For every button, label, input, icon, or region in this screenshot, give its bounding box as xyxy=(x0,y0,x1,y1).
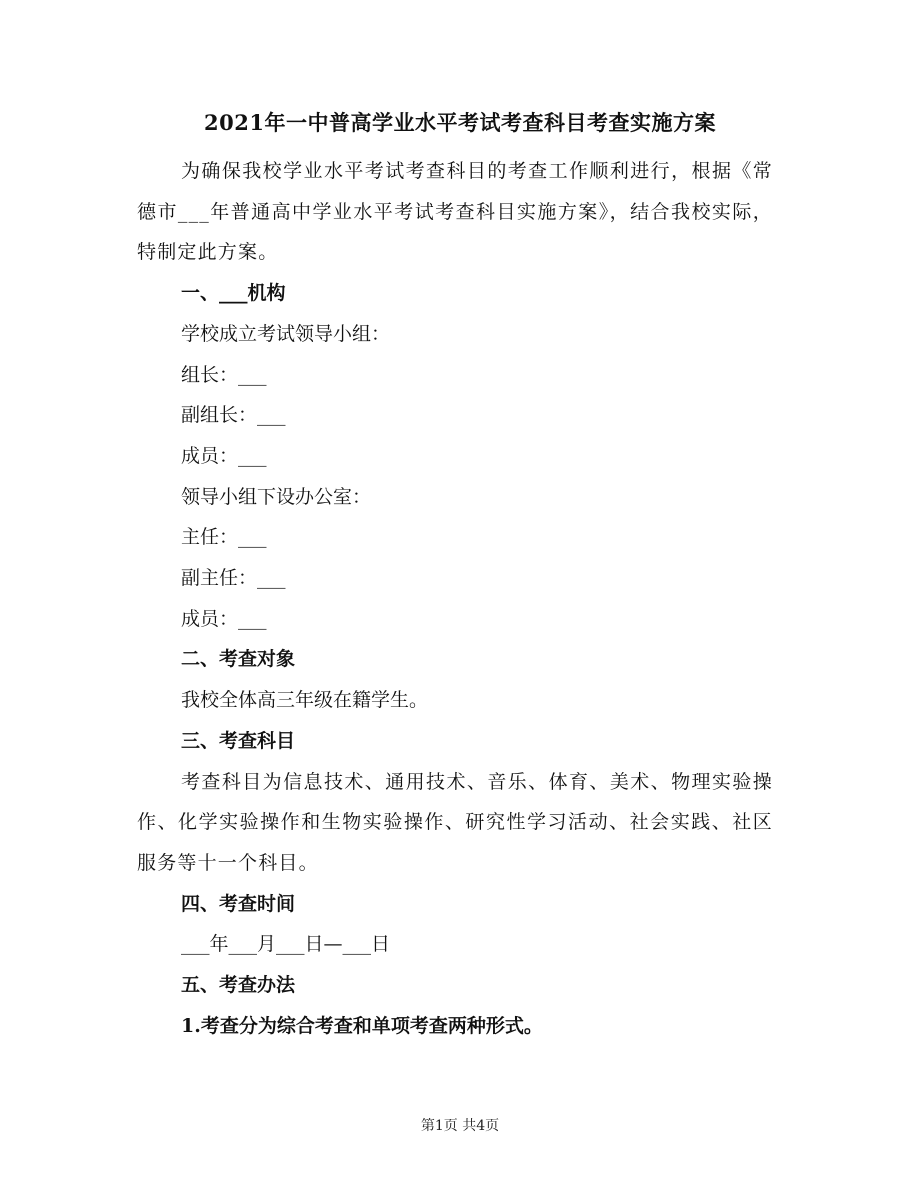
office-lead: 领导小组下设办公室： xyxy=(181,485,372,508)
section-2-text: 我校全体高三年级在籍学生。 xyxy=(181,689,429,712)
leader-line: 组长：___ xyxy=(181,363,267,386)
section-4-text: ___年___月___日—___日 xyxy=(181,933,391,956)
section-1-heading: 一、___机构 xyxy=(181,282,286,305)
section-5-heading: 五、考查办法 xyxy=(181,974,296,997)
intro-paragraph: 为确保我校学业水平考试考查科目的考查工作顺利进行，根据《常德市___年普通高中学业水平考试考查科目实施方案》，结合我校实际，特制定此方案。 xyxy=(137,160,773,264)
members-line-1: 成员：___ xyxy=(181,444,267,467)
director-line: 主任：___ xyxy=(181,526,267,549)
members-line-2: 成员：___ xyxy=(181,607,267,630)
section-3-heading: 三、考查科目 xyxy=(181,729,296,752)
document-title: 2021年一中普高学业水平考试考查科目考查实施方案 xyxy=(204,110,716,135)
section-3-text: 考查科目为信息技术、通用技术、音乐、体育、美术、物理实验操作、化学实验操作和生物实验操作、研究性学习活动、社会实践、社区服务等十一个科目。 xyxy=(137,770,773,874)
section-1-lead: 学校成立考试领导小组： xyxy=(181,322,391,345)
vice-leader-line: 副组长：___ xyxy=(181,404,286,427)
vice-director-line: 副主任：___ xyxy=(181,567,286,590)
section-4-heading: 四、考查时间 xyxy=(181,892,296,915)
section-5-item-1: 1.考查分为综合考查和单项考查两种形式。 xyxy=(181,1014,543,1037)
section-2-heading: 二、考查对象 xyxy=(181,648,296,671)
document-body xyxy=(137,151,773,1046)
page-number-footer: 第1页 共4页 xyxy=(420,1118,500,1134)
